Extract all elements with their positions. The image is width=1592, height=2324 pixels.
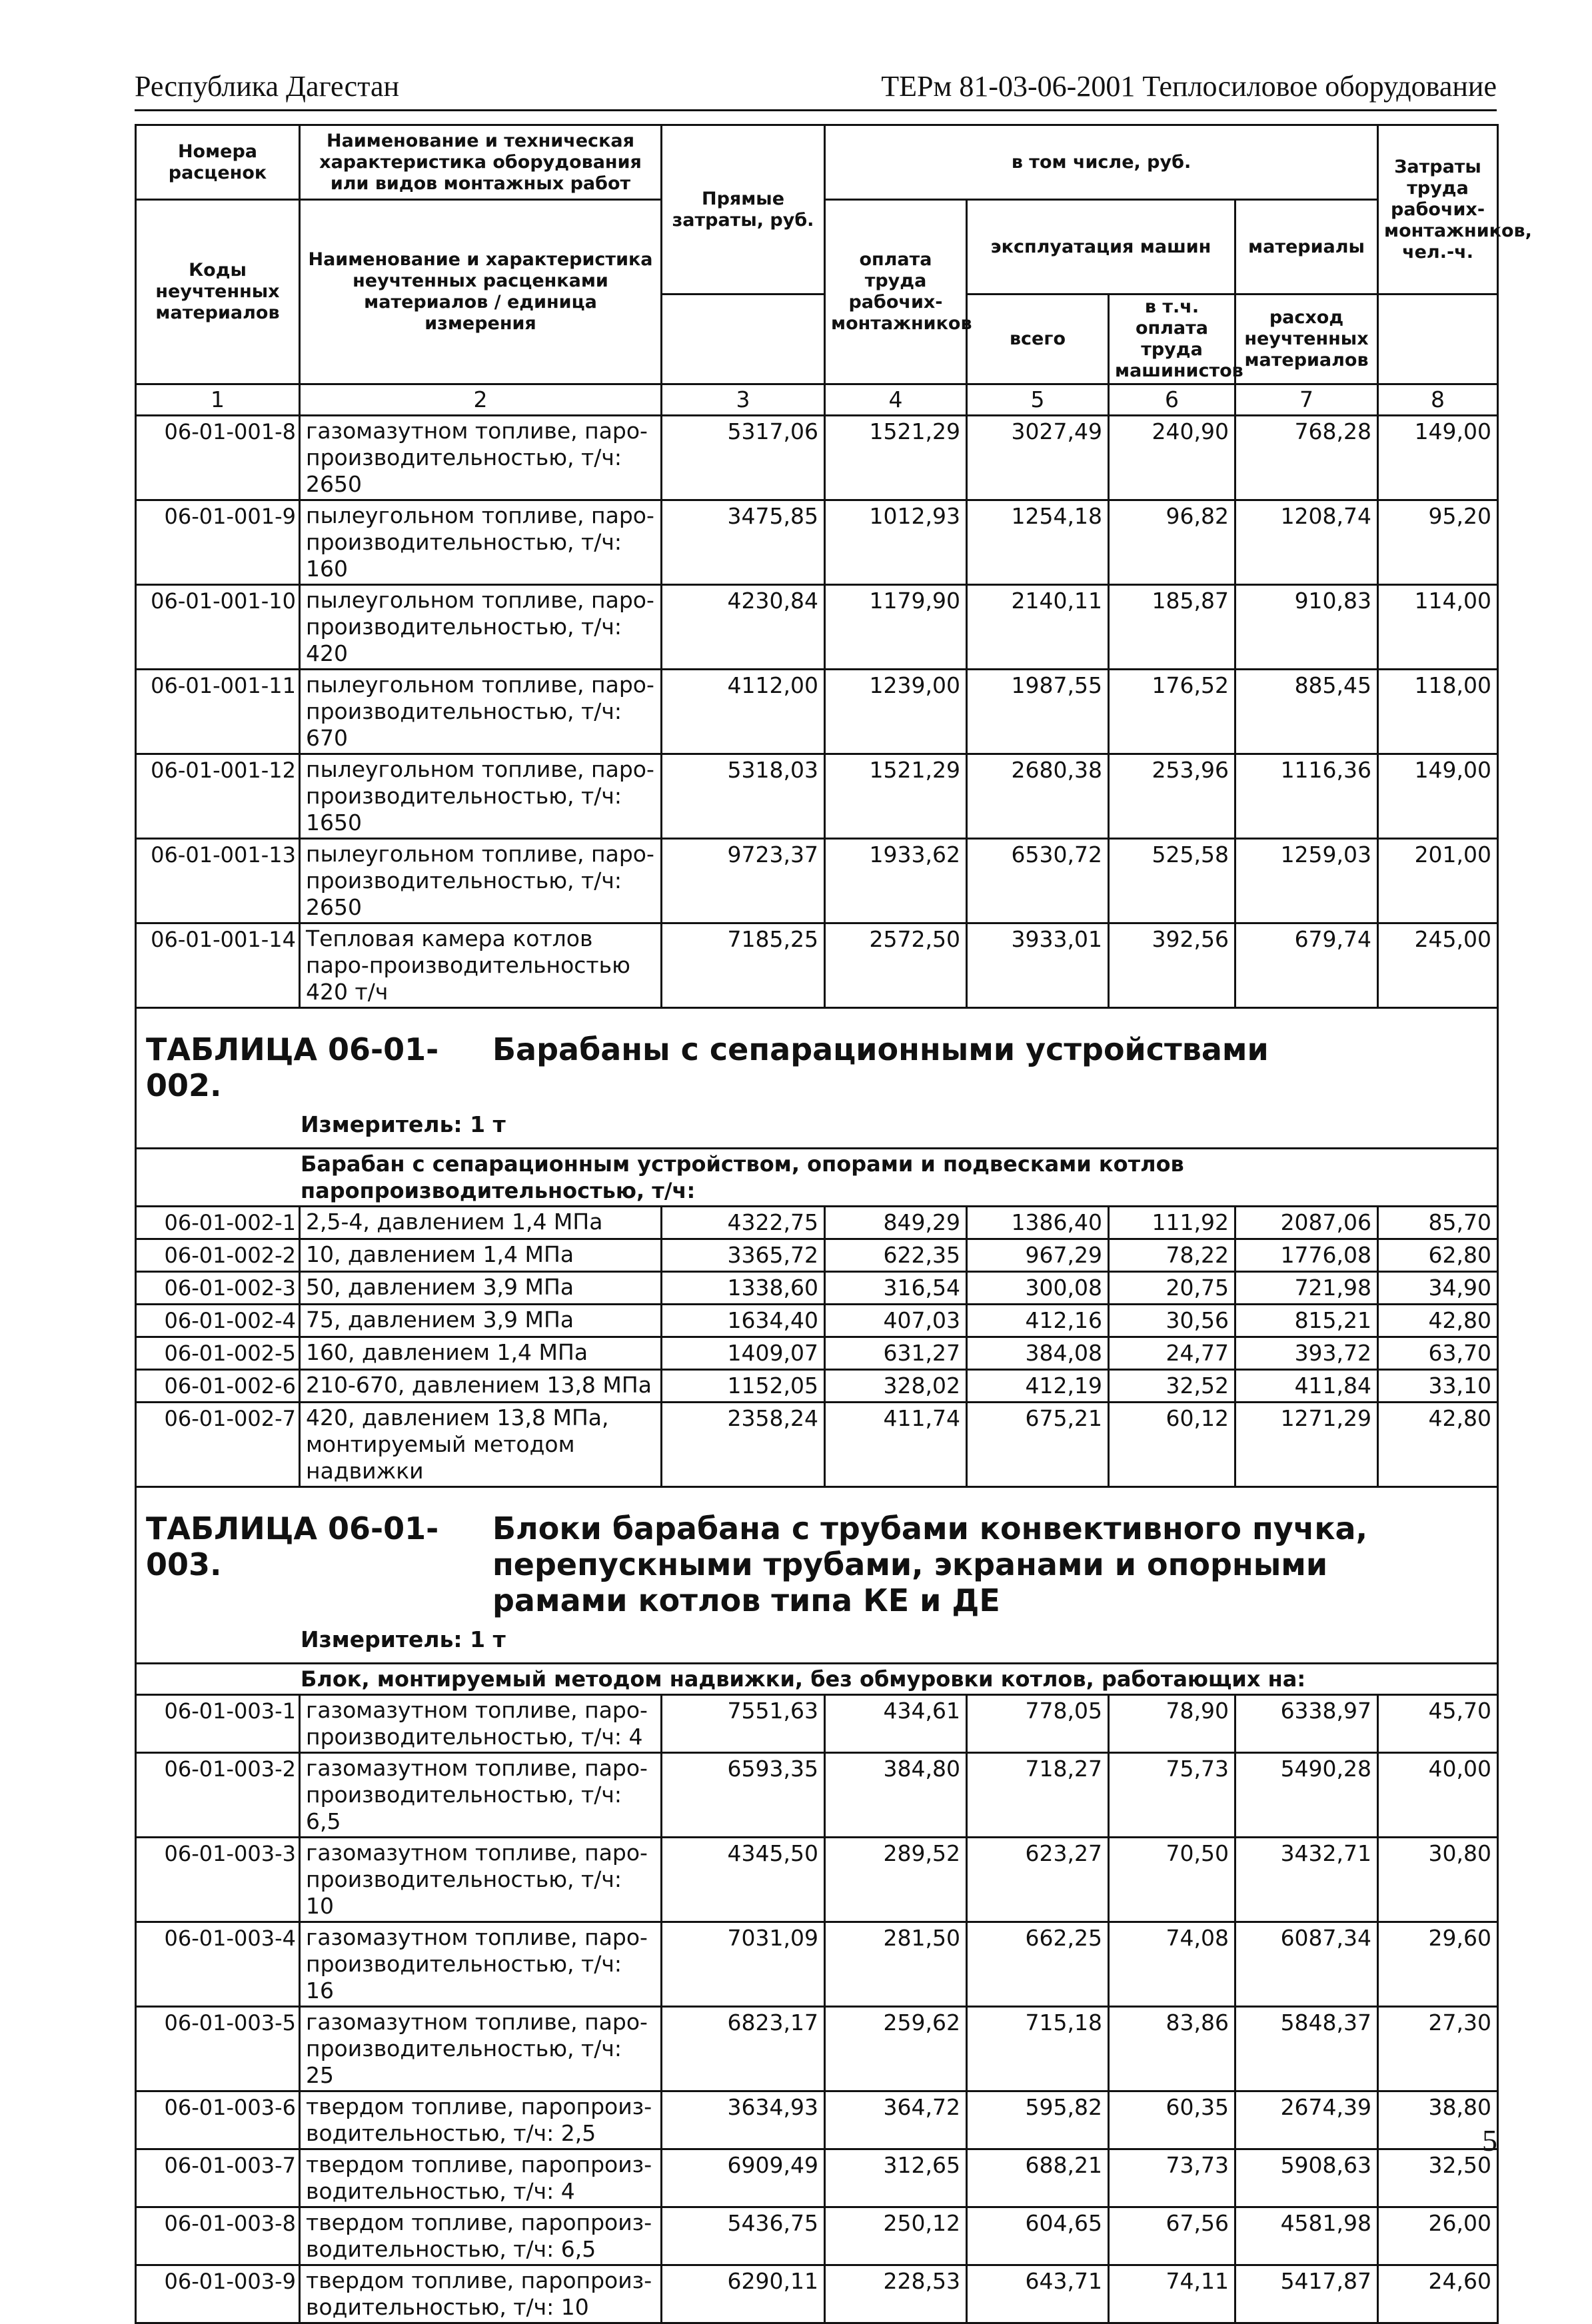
rate-mat: 768,28 [1235,416,1378,500]
rate-mach: 688,21 [967,2149,1109,2207]
table-row [136,1753,1498,1838]
page-header [135,69,1497,111]
column-number: 8 [1378,384,1498,416]
table-row [136,2149,1498,2207]
rate-mat: 5490,28 [1235,1753,1378,1838]
rate-pay: 631,27 [825,1337,967,1370]
rate-code: 06-01-002-5 [136,1337,300,1370]
rate-pay: 622,35 [825,1239,967,1272]
table-row [136,1922,1498,2007]
table-row [136,1403,1498,1487]
rate-hours: 95,20 [1378,500,1498,585]
rate-hours: 149,00 [1378,754,1498,839]
rate-hours: 149,00 [1378,416,1498,500]
table3-name: Блоки барабана с трубами конвективного пучка, перепускными трубами, экранами и опорными рамами котлов типа КЕ и ДЕ [492,1510,1368,1618]
rate-mach-pay: 75,73 [1109,1753,1235,1838]
rate-mat: 1271,29 [1235,1403,1378,1487]
rate-mach-pay: 70,50 [1109,1838,1235,1922]
rate-description: пылеугольном топливе, паро-производительностью, т/ч: 2650 [300,839,662,923]
rate-mach-pay: 32,52 [1109,1370,1235,1403]
rate-code: 06-01-001-8 [136,416,300,500]
rate-mach-pay: 67,56 [1109,2207,1235,2265]
rate-mach: 300,08 [967,1272,1109,1305]
rate-hours: 85,70 [1378,1207,1498,1239]
rate-mach: 384,08 [967,1337,1109,1370]
table-row [136,670,1498,754]
rate-direct: 1409,07 [662,1337,825,1370]
rate-mach-pay: 240,90 [1109,416,1235,500]
rate-mat: 885,45 [1235,670,1378,754]
rate-direct: 5436,75 [662,2207,825,2265]
rate-hours: 30,80 [1378,1838,1498,1922]
table-row [136,923,1498,1008]
rate-mach: 662,25 [967,1922,1109,2007]
rate-mat: 4581,98 [1235,2207,1378,2265]
column-number: 7 [1235,384,1378,416]
column-number: 5 [967,384,1109,416]
table-row [136,839,1498,923]
rate-mach: 718,27 [967,1753,1109,1838]
col-machines-total: всего [967,294,1109,384]
rate-mach-pay: 74,08 [1109,1922,1235,2007]
rate-pay: 289,52 [825,1838,967,1922]
table2-title-row [136,1008,1498,1107]
rate-pay: 434,61 [825,1695,967,1753]
rate-mach: 3027,49 [967,416,1109,500]
rate-hours: 62,80 [1378,1239,1498,1272]
rate-direct: 6290,11 [662,2265,825,2323]
rate-direct: 3365,72 [662,1239,825,1272]
rate-hours: 63,70 [1378,1337,1498,1370]
rate-mach-pay: 73,73 [1109,2149,1235,2207]
rate-mat: 6087,34 [1235,1922,1378,2007]
rate-mach: 604,65 [967,2207,1109,2265]
rate-mach: 412,16 [967,1305,1109,1337]
rate-direct: 4112,00 [662,670,825,754]
table-row [136,2091,1498,2149]
table-row [136,2207,1498,2265]
rate-mach: 643,71 [967,2265,1109,2323]
rate-description: 210-670, давлением 13,8 МПа [300,1370,662,1403]
rate-mach: 1386,40 [967,1207,1109,1239]
col-direct: Прямые затраты, руб. [662,125,825,294]
rate-direct: 6593,35 [662,1753,825,1838]
column-number: 4 [825,384,967,416]
rate-mat: 1259,03 [1235,839,1378,923]
col-name-top: Наименование и техническая характеристика оборудования или видов монтажных работ [300,125,662,200]
rate-hours: 33,10 [1378,1370,1498,1403]
rate-hours: 29,60 [1378,1922,1498,2007]
table2-measure-row [136,1106,1498,1149]
table3-measure: Измеритель: 1 т [136,1621,1498,1664]
rate-code: 06-01-002-7 [136,1403,300,1487]
rate-description: Тепловая камера котлов паро-производительностью 420 т/ч [300,923,662,1008]
rate-mat: 679,74 [1235,923,1378,1008]
rate-description: пылеугольном топливе, паро-производительностью, т/ч: 420 [300,585,662,670]
rate-pay: 849,29 [825,1207,967,1239]
table2-name: Барабаны с сепарационными устройствами [492,1031,1269,1067]
rate-mat: 393,72 [1235,1337,1378,1370]
rate-description: газомазутном топливе, паро-производительностью, т/ч: 10 [300,1838,662,1922]
rate-mach-pay: 392,56 [1109,923,1235,1008]
table-row [136,2265,1498,2323]
table-row [136,1272,1498,1305]
rate-hours: 27,30 [1378,2007,1498,2091]
rate-mat: 411,84 [1235,1370,1378,1403]
rate-code: 06-01-003-4 [136,1922,300,2007]
table-row [136,1370,1498,1403]
rate-code: 06-01-002-6 [136,1370,300,1403]
column-number: 3 [662,384,825,416]
rate-mat: 1116,36 [1235,754,1378,839]
rate-description: пылеугольном топливе, паро-производительностью, т/ч: 670 [300,670,662,754]
rate-mach-pay: 20,75 [1109,1272,1235,1305]
rate-direct: 4345,50 [662,1838,825,1922]
rate-hours: 45,70 [1378,1695,1498,1753]
rate-mach: 412,19 [967,1370,1109,1403]
rate-mat: 910,83 [1235,585,1378,670]
rate-description: 160, давлением 1,4 МПа [300,1337,662,1370]
rate-mach-pay: 176,52 [1109,670,1235,754]
rates-table [135,124,1532,2324]
rate-mat: 721,98 [1235,1272,1378,1305]
table3-title-row [136,1487,1498,1622]
rate-mach: 1987,55 [967,670,1109,754]
rate-direct: 9723,37 [662,839,825,923]
rate-mach: 1254,18 [967,500,1109,585]
rate-direct: 6909,49 [662,2149,825,2207]
rate-description: 10, давлением 1,4 МПа [300,1239,662,1272]
rate-mach: 623,27 [967,1838,1109,1922]
rate-pay: 364,72 [825,2091,967,2149]
rate-mach-pay: 78,22 [1109,1239,1235,1272]
rate-mach: 3933,01 [967,923,1109,1008]
rate-pay: 1933,62 [825,839,967,923]
rate-description: твердом топливе, паропроиз-водительностью, т/ч: 4 [300,2149,662,2207]
rate-pay: 384,80 [825,1753,967,1838]
rate-code: 06-01-001-14 [136,923,300,1008]
col-labor-pay: оплата труда рабочих-монтажников [825,200,967,384]
table2-title [136,1008,1498,1107]
rate-mach-pay: 185,87 [1109,585,1235,670]
rate-mat: 1776,08 [1235,1239,1378,1272]
rate-mach: 675,21 [967,1403,1109,1487]
rate-pay: 250,12 [825,2207,967,2265]
table-row [136,1695,1498,1753]
rate-mat: 5848,37 [1235,2007,1378,2091]
rate-pay: 1239,00 [825,670,967,754]
table3-measure-row [136,1621,1498,1664]
rate-description: газомазутном топливе, паро-производительностью, т/ч: 4 [300,1695,662,1753]
rate-description: газомазутном топливе, паро-производительностью, т/ч: 25 [300,2007,662,2091]
rate-pay: 407,03 [825,1305,967,1337]
col-direct-cont [662,294,825,384]
rate-code: 06-01-003-8 [136,2207,300,2265]
col-name-bottom: Наименование и характеристика неучтенных расценками материалов / единица измерения [300,200,662,384]
table-row [136,585,1498,670]
rate-code: 06-01-001-11 [136,670,300,754]
rate-hours: 201,00 [1378,839,1498,923]
rate-mach: 778,05 [967,1695,1109,1753]
rate-hours: 245,00 [1378,923,1498,1008]
rate-direct: 7031,09 [662,1922,825,2007]
table3-group-row [136,1664,1498,1695]
rate-description: газомазутном топливе, паро-производительностью, т/ч: 6,5 [300,1753,662,1838]
column-number: 2 [300,384,662,416]
rate-description: газомазутном топливе, паро-производительностью, т/ч: 16 [300,1922,662,2007]
rate-code: 06-01-001-9 [136,500,300,585]
rate-pay: 1521,29 [825,754,967,839]
column-number: 1 [136,384,300,416]
rate-description: 75, давлением 3,9 МПа [300,1305,662,1337]
rate-pay: 1012,93 [825,500,967,585]
col-machines: эксплуатация машин [967,200,1235,294]
rate-mach-pay: 525,58 [1109,839,1235,923]
rate-description: 2,5-4, давлением 1,4 МПа [300,1207,662,1239]
rate-hours: 34,90 [1378,1272,1498,1305]
rate-mach-pay: 78,90 [1109,1695,1235,1753]
rate-mach: 595,82 [967,2091,1109,2149]
rate-code: 06-01-002-4 [136,1305,300,1337]
rate-code: 06-01-003-3 [136,1838,300,1922]
rate-code: 06-01-003-5 [136,2007,300,2091]
rate-hours: 40,00 [1378,1753,1498,1838]
rate-mat: 5417,87 [1235,2265,1378,2323]
table3-title [136,1487,1498,1622]
rate-mat: 1208,74 [1235,500,1378,585]
col-materials-sub: расход неучтенных материалов [1235,294,1378,384]
rate-mach: 2140,11 [967,585,1109,670]
rate-mach-pay: 253,96 [1109,754,1235,839]
rate-direct: 1338,60 [662,1272,825,1305]
rate-hours: 118,00 [1378,670,1498,754]
table2-group-row [136,1149,1498,1207]
rate-hours: 32,50 [1378,2149,1498,2207]
rate-direct: 5317,06 [662,416,825,500]
rate-code: 06-01-003-2 [136,1753,300,1838]
rate-mach-pay: 60,35 [1109,2091,1235,2149]
rate-direct: 7185,25 [662,923,825,1008]
table3-number: ТАБЛИЦА 06-01-003. [146,1510,439,1582]
rate-description: газомазутном топливе, паро-производительностью, т/ч: 2650 [300,416,662,500]
rate-direct: 4322,75 [662,1207,825,1239]
table-row [136,1207,1498,1239]
rate-mach: 715,18 [967,2007,1109,2091]
rate-direct: 1634,40 [662,1305,825,1337]
table-row [136,1239,1498,1272]
rate-code: 06-01-003-1 [136,1695,300,1753]
rate-mach-pay: 30,56 [1109,1305,1235,1337]
rate-description: твердом топливе, паропроиз-водительностью, т/ч: 6,5 [300,2207,662,2265]
rate-pay: 228,53 [825,2265,967,2323]
rate-direct: 5318,03 [662,754,825,839]
rate-description: 420, давлением 13,8 МПа, монтируемый методом надвижки [300,1403,662,1487]
rate-code: 06-01-001-13 [136,839,300,923]
rate-pay: 2572,50 [825,923,967,1008]
table-row [136,416,1498,500]
rate-hours: 114,00 [1378,585,1498,670]
rate-hours: 26,00 [1378,2207,1498,2265]
rate-pay: 1179,90 [825,585,967,670]
rate-hours: 42,80 [1378,1403,1498,1487]
table2-group: Барабан с сепарационным устройством, опорами и подвесками котлов паропроизводительностью, т/ч: [136,1149,1498,1207]
rate-direct: 4230,84 [662,585,825,670]
column-numbers-row [136,384,1498,416]
rate-pay: 281,50 [825,1922,967,2007]
rate-direct: 6823,17 [662,2007,825,2091]
rate-code: 06-01-002-3 [136,1272,300,1305]
table-row [136,754,1498,839]
rate-code: 06-01-003-7 [136,2149,300,2207]
rate-code: 06-01-001-10 [136,585,300,670]
rate-mat: 2087,06 [1235,1207,1378,1239]
rate-direct: 3475,85 [662,500,825,585]
rate-direct: 1152,05 [662,1370,825,1403]
rate-mat: 2674,39 [1235,2091,1378,2149]
rate-pay: 1521,29 [825,416,967,500]
table-row [136,2007,1498,2091]
rate-mat: 3432,71 [1235,1838,1378,1922]
table-row [136,500,1498,585]
rate-description: 50, давлением 3,9 МПа [300,1272,662,1305]
rate-pay: 411,74 [825,1403,967,1487]
rate-description: пылеугольном топливе, паро-производительностью, т/ч: 160 [300,500,662,585]
rate-pay: 259,62 [825,2007,967,2091]
rate-hours: 38,80 [1378,2091,1498,2149]
table-row [136,1838,1498,1922]
rate-direct: 3634,93 [662,2091,825,2149]
rate-code: 06-01-003-6 [136,2091,300,2149]
header-region: Республика Дагестан [135,70,400,103]
rate-mach-pay: 60,12 [1109,1403,1235,1487]
rate-mach-pay: 74,11 [1109,2265,1235,2323]
column-number: 6 [1109,384,1235,416]
table-row [136,1305,1498,1337]
rate-pay: 328,02 [825,1370,967,1403]
rate-mach-pay: 24,77 [1109,1337,1235,1370]
rate-mach-pay: 83,86 [1109,2007,1235,2091]
rate-pay: 312,65 [825,2149,967,2207]
rate-direct: 2358,24 [662,1403,825,1487]
rate-code: 06-01-001-12 [136,754,300,839]
table-row [136,1337,1498,1370]
rate-mach-pay: 111,92 [1109,1207,1235,1239]
rate-code: 06-01-003-9 [136,2265,300,2323]
rate-mach: 967,29 [967,1239,1109,1272]
rate-mach: 6530,72 [967,839,1109,923]
table2-measure: Измеритель: 1 т [136,1106,1498,1149]
rate-description: пылеугольном топливе, паро-производительностью, т/ч: 1650 [300,754,662,839]
rate-mat: 815,21 [1235,1305,1378,1337]
rate-mat: 5908,63 [1235,2149,1378,2207]
rate-description: твердом топливе, паропроиз-водительностью, т/ч: 10 [300,2265,662,2323]
page-number: 5 [1482,2123,1497,2157]
col-machines-labor: в т.ч. оплата труда машинистов [1109,294,1235,384]
rate-description: твердом топливе, паропроиз-водительностью, т/ч: 2,5 [300,2091,662,2149]
col-code-bottom: Коды неучтенных материалов [136,200,300,384]
rate-hours: 42,80 [1378,1305,1498,1337]
col-incl: в том числе, руб. [825,125,1378,200]
rate-mat: 6338,97 [1235,1695,1378,1753]
header-document-title: ТЕРм 81-03-06-2001 Теплосиловое оборудование [881,70,1497,103]
rate-code: 06-01-002-1 [136,1207,300,1239]
col-code-top: Номера расценок [136,125,300,200]
col-materials: материалы [1235,200,1378,294]
rate-direct: 7551,63 [662,1695,825,1753]
rate-mach: 2680,38 [967,754,1109,839]
col-hours: Затраты труда рабочих-монтажников, чел.-ч. [1378,125,1498,294]
rate-code: 06-01-002-2 [136,1239,300,1272]
table3-group: Блок, монтируемый методом надвижки, без обмуровки котлов, работающих на: [136,1664,1498,1695]
rate-mach-pay: 96,82 [1109,500,1235,585]
table2-number: ТАБЛИЦА 06-01-002. [146,1031,439,1103]
rate-pay: 316,54 [825,1272,967,1305]
col-hours-cont [1378,294,1498,384]
rate-hours: 24,60 [1378,2265,1498,2323]
